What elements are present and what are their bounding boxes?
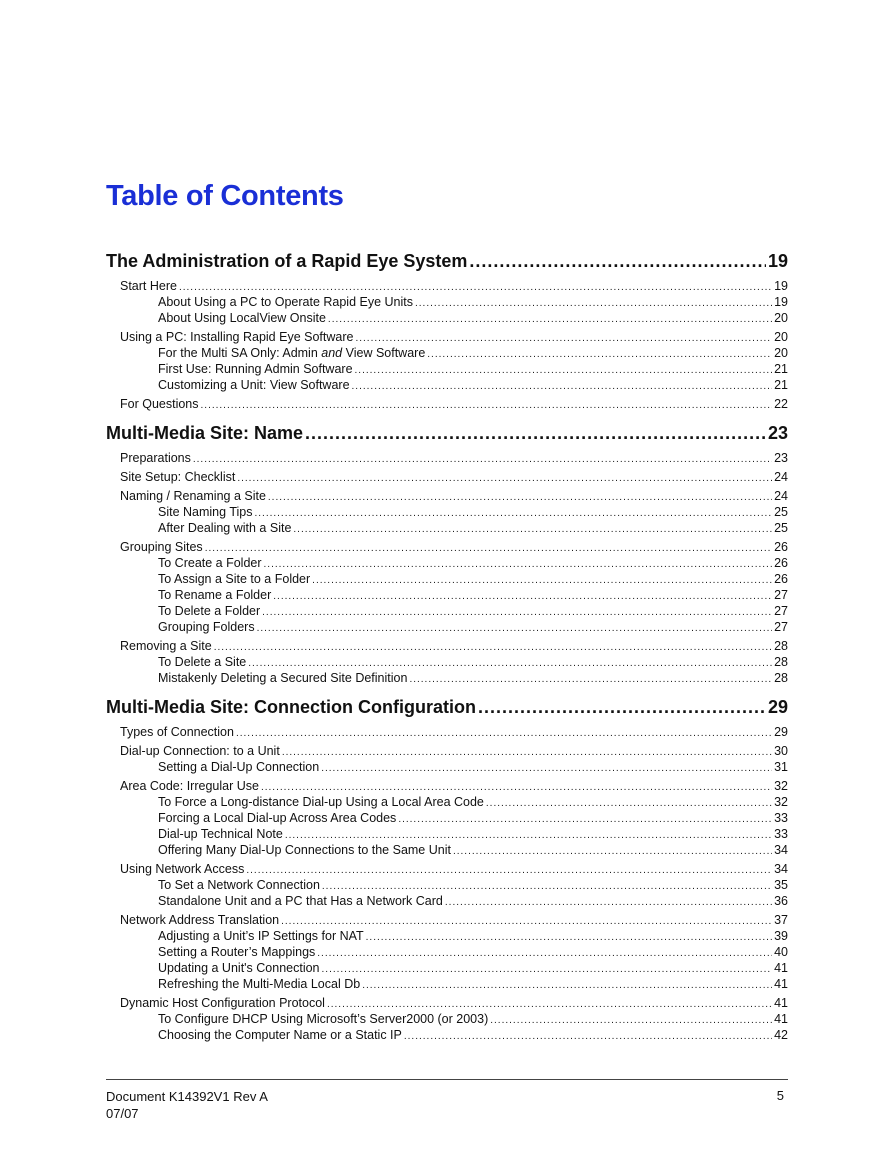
toc-entry-page-number: 26 xyxy=(774,572,788,586)
toc-entry-label: Standalone Unit and a PC that Has a Network Card xyxy=(158,894,443,908)
dot-leader xyxy=(398,812,772,828)
toc-entry-label: Types of Connection xyxy=(120,725,234,739)
toc-entry-page-number: 20 xyxy=(774,346,788,360)
toc-entry-page-number: 21 xyxy=(774,378,788,392)
toc-entry-page-number: 19 xyxy=(767,251,788,271)
toc-subentry[interactable] xyxy=(106,759,788,775)
dot-leader xyxy=(404,1029,772,1045)
dot-leader xyxy=(322,962,773,978)
toc-entry-page-number: 32 xyxy=(774,795,788,809)
toc-entry[interactable] xyxy=(106,743,788,759)
toc-entry-label: Mistakenly Deleting a Secured Site Definition xyxy=(158,671,408,685)
toc-entry-page-number: 19 xyxy=(774,279,788,293)
toc-chapter-heading[interactable] xyxy=(106,248,788,274)
toc-entry-page-number: 29 xyxy=(767,697,788,717)
dot-leader xyxy=(355,363,773,379)
toc-entry-label: To Assign a Site to a Folder xyxy=(158,572,311,586)
toc-entry-page-number: 41 xyxy=(774,977,788,991)
toc-entry-page-number: 19 xyxy=(774,295,788,309)
dot-leader xyxy=(237,471,772,487)
dot-leader xyxy=(317,946,772,962)
toc-entry[interactable] xyxy=(106,450,788,466)
dot-leader xyxy=(352,379,773,395)
toc-subentry[interactable] xyxy=(106,571,788,587)
toc-entry-label: Site Naming Tips xyxy=(158,505,253,519)
toc-entry-label: To Set a Network Connection xyxy=(158,878,320,892)
toc-entry[interactable] xyxy=(106,724,788,740)
toc-entry-label: Removing a Site xyxy=(120,639,212,653)
toc-entry-page-number: 29 xyxy=(774,725,788,739)
dot-leader xyxy=(254,506,772,522)
toc-subentry[interactable] xyxy=(106,810,788,826)
toc-entry-page-number: 26 xyxy=(774,540,788,554)
toc-entry[interactable] xyxy=(106,995,788,1011)
toc-entry-label: Naming / Renaming a Site xyxy=(120,489,266,503)
dot-leader xyxy=(246,863,772,879)
toc-entry-label: Multi-Media Site: Connection Configuration xyxy=(106,697,476,717)
toc-entry-label: Using Network Access xyxy=(120,862,245,876)
toc-entry-page-number: 21 xyxy=(774,362,788,376)
toc-entry-page-number: 27 xyxy=(774,588,788,602)
toc-entry-page-number: 34 xyxy=(774,843,788,857)
toc-entry-label: To Delete a Folder xyxy=(158,604,261,618)
toc-entry-page-number: 20 xyxy=(774,311,788,325)
toc-entry-page-number: 32 xyxy=(774,779,788,793)
toc-subentry[interactable] xyxy=(106,1027,788,1043)
toc-subentry[interactable] xyxy=(106,794,788,810)
toc-entry-page-number: 41 xyxy=(774,1012,788,1026)
toc-subentry[interactable] xyxy=(106,976,788,992)
toc-entry-page-number: 35 xyxy=(774,878,788,892)
dot-leader xyxy=(257,621,773,637)
toc-entry[interactable] xyxy=(106,329,788,345)
toc-entry-page-number: 37 xyxy=(774,913,788,927)
toc-subentry[interactable] xyxy=(106,361,788,377)
toc-entry-label: To Force a Long-distance Dial-up Using a Local Area Code xyxy=(158,795,484,809)
toc-entry-label: Multi-Media Site: Name xyxy=(106,423,304,443)
toc-subentry[interactable] xyxy=(106,603,788,619)
toc-entry-label: About Using LocalView Onsite xyxy=(158,311,326,325)
toc-entry-label: Updating a Unit's Connection xyxy=(158,961,320,975)
toc-entry-label: Forcing a Local Dial-up Across Area Codes xyxy=(158,811,397,825)
toc-subentry[interactable] xyxy=(106,842,788,858)
toc-subentry[interactable] xyxy=(106,377,788,393)
dot-leader xyxy=(328,312,772,328)
toc-entry-label: Dial-up Connection: to a Unit xyxy=(120,744,280,758)
toc-entry[interactable] xyxy=(106,488,788,504)
toc-subentry[interactable] xyxy=(106,960,788,976)
dot-leader xyxy=(312,573,772,589)
dot-leader xyxy=(486,796,772,812)
toc-chapter-heading[interactable] xyxy=(106,694,788,720)
toc-entry-label: Site Setup: Checklist xyxy=(120,470,236,484)
toc-section xyxy=(106,694,788,1043)
toc-subentry[interactable] xyxy=(106,928,788,944)
toc-entry-label: The Administration of a Rapid Eye System xyxy=(106,251,468,271)
dot-leader xyxy=(236,726,772,742)
toc-subentry[interactable] xyxy=(106,587,788,603)
toc-entry-label: Adjusting a Unit’s IP Settings for NAT xyxy=(158,929,364,943)
toc-entry-page-number: 30 xyxy=(774,744,788,758)
dot-leader xyxy=(415,296,772,312)
toc-chapter-heading[interactable] xyxy=(106,420,788,446)
toc-subentry[interactable] xyxy=(106,670,788,686)
toc-subentry[interactable] xyxy=(106,504,788,520)
toc-entry-label: Dynamic Host Configuration Protocol xyxy=(120,996,325,1010)
dot-leader xyxy=(273,589,772,605)
footer-document-info xyxy=(106,1088,268,1122)
table-of-contents xyxy=(106,248,788,1043)
toc-entry-page-number: 22 xyxy=(774,397,788,411)
dot-leader xyxy=(205,541,772,557)
toc-entry-label: First Use: Running Admin Software xyxy=(158,362,353,376)
dot-leader xyxy=(427,347,772,363)
toc-entry-page-number: 25 xyxy=(774,505,788,519)
page-title: Table of Contents xyxy=(106,180,344,212)
toc-subentry[interactable] xyxy=(106,294,788,310)
footer-date: 07/07 xyxy=(106,1106,139,1121)
toc-entry[interactable] xyxy=(106,539,788,555)
toc-subentry[interactable] xyxy=(106,619,788,635)
toc-entry-label: Grouping Folders xyxy=(158,620,255,634)
toc-entry[interactable] xyxy=(106,912,788,928)
toc-entry-label: Start Here xyxy=(120,279,177,293)
toc-entry-label: About Using a PC to Operate Rapid Eye Units xyxy=(158,295,413,309)
toc-subentry[interactable] xyxy=(106,1011,788,1027)
toc-entry-page-number: 26 xyxy=(774,556,788,570)
toc-entry[interactable] xyxy=(106,638,788,654)
toc-entry-label: To Delete a Site xyxy=(158,655,247,669)
dot-leader xyxy=(201,398,773,414)
toc-subentry[interactable] xyxy=(106,826,788,842)
dot-leader xyxy=(362,978,772,994)
dot-leader xyxy=(478,694,766,720)
toc-entry-label: Refreshing the Multi-Media Local Db xyxy=(158,977,361,991)
toc-entry-page-number: 41 xyxy=(774,996,788,1010)
toc-entry-label: To Configure DHCP Using Microsoft’s Server2000 (or 2003) xyxy=(158,1012,489,1026)
toc-entry-label: Preparations xyxy=(120,451,191,465)
toc-entry-page-number: 28 xyxy=(774,655,788,669)
toc-entry-page-number: 27 xyxy=(774,620,788,634)
toc-entry[interactable] xyxy=(106,469,788,485)
toc-entry-page-number: 23 xyxy=(774,451,788,465)
toc-section xyxy=(106,248,788,412)
toc-subentry[interactable] xyxy=(106,654,788,670)
toc-subentry[interactable] xyxy=(106,555,788,571)
dot-leader xyxy=(262,605,772,621)
dot-leader xyxy=(193,452,772,468)
toc-entry-page-number: 28 xyxy=(774,639,788,653)
dot-leader xyxy=(214,640,772,656)
toc-entry-label: Customizing a Unit: View Software xyxy=(158,378,350,392)
dot-leader xyxy=(268,490,772,506)
toc-section xyxy=(106,420,788,686)
footer-page-number: 5 xyxy=(776,1088,784,1103)
toc-entry-page-number: 33 xyxy=(774,811,788,825)
toc-entry-label: To Rename a Folder xyxy=(158,588,272,602)
dot-leader xyxy=(366,930,772,946)
toc-entry-page-number: 25 xyxy=(774,521,788,535)
toc-subentry[interactable] xyxy=(106,310,788,326)
toc-entry-page-number: 34 xyxy=(774,862,788,876)
toc-subentry[interactable] xyxy=(106,893,788,909)
toc-entry-page-number: 33 xyxy=(774,827,788,841)
footer-divider xyxy=(106,1079,788,1080)
toc-entry-label: Setting a Dial-Up Connection xyxy=(158,760,320,774)
dot-leader xyxy=(469,248,766,274)
toc-entry-page-number: 20 xyxy=(774,330,788,344)
toc-entry-label: Offering Many Dial-Up Connections to the Same Unit xyxy=(158,843,451,857)
toc-entry-label: Grouping Sites xyxy=(120,540,203,554)
toc-entry[interactable] xyxy=(106,396,788,412)
toc-entry-label: Dial-up Technical Note xyxy=(158,827,283,841)
toc-entry-page-number: 23 xyxy=(767,423,788,443)
toc-entry-page-number: 42 xyxy=(774,1028,788,1042)
toc-entry-label: For Questions xyxy=(120,397,199,411)
toc-entry[interactable] xyxy=(106,778,788,794)
dot-leader xyxy=(293,522,772,538)
dot-leader xyxy=(409,672,772,688)
footer-document-id: Document K14392V1 Rev A xyxy=(106,1089,268,1104)
toc-entry-label: After Dealing with a Site xyxy=(158,521,292,535)
dot-leader xyxy=(321,761,772,777)
toc-entry-page-number: 28 xyxy=(774,671,788,685)
toc-entry-page-number: 24 xyxy=(774,470,788,484)
toc-entry-label: Choosing the Computer Name or a Static IP xyxy=(158,1028,402,1042)
toc-entry-label: For the Multi SA Only: Admin and View Software xyxy=(158,346,426,360)
toc-subentry[interactable] xyxy=(106,944,788,960)
dot-leader xyxy=(305,420,766,446)
toc-entry-page-number: 41 xyxy=(774,961,788,975)
toc-subentry[interactable] xyxy=(106,520,788,536)
toc-entry-label: Network Address Translation xyxy=(120,913,280,927)
toc-entry[interactable] xyxy=(106,861,788,877)
toc-entry-label: Area Code: Irregular Use xyxy=(120,779,259,793)
toc-subentry[interactable] xyxy=(106,345,788,361)
dot-leader xyxy=(282,745,772,761)
toc-entry-page-number: 40 xyxy=(774,945,788,959)
toc-entry-page-number: 27 xyxy=(774,604,788,618)
toc-entry[interactable] xyxy=(106,278,788,294)
dot-leader xyxy=(264,557,773,573)
toc-entry-label: Using a PC: Installing Rapid Eye Software xyxy=(120,330,354,344)
dot-leader xyxy=(445,895,772,911)
dot-leader xyxy=(453,844,772,860)
toc-entry-page-number: 39 xyxy=(774,929,788,943)
toc-entry-label: Setting a Router’s Mappings xyxy=(158,945,316,959)
toc-entry-page-number: 36 xyxy=(774,894,788,908)
dot-leader xyxy=(490,1013,772,1029)
toc-entry-page-number: 31 xyxy=(774,760,788,774)
toc-entry-page-number: 24 xyxy=(774,489,788,503)
toc-entry-label: To Create a Folder xyxy=(158,556,262,570)
toc-subentry[interactable] xyxy=(106,877,788,893)
